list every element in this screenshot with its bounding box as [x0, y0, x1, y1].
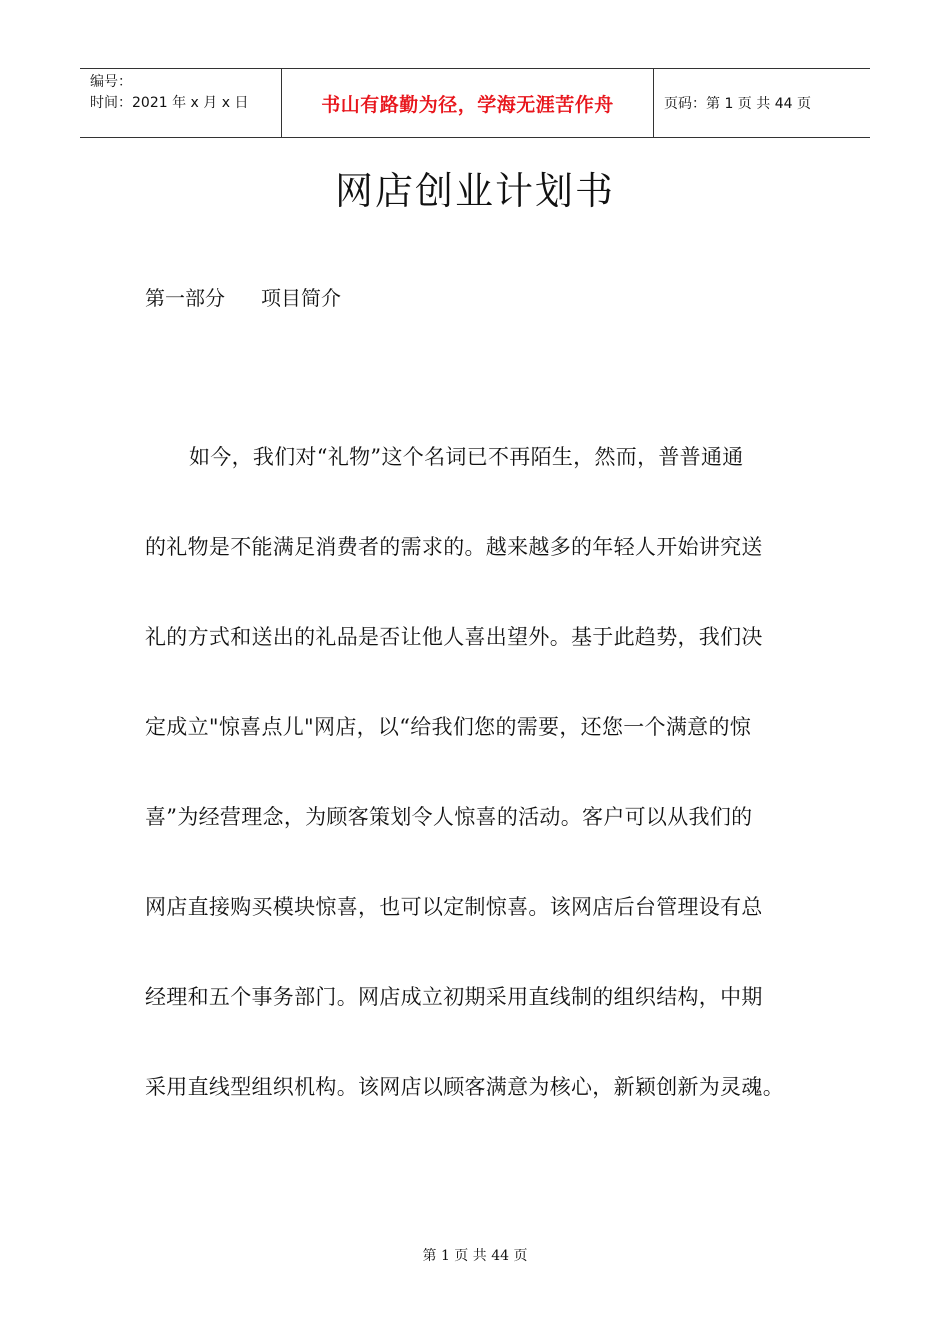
document-date-label: 时间：2021 年 x 月 x 日 — [90, 95, 249, 111]
document-title: 网店创业计划书 — [334, 169, 615, 213]
paragraph-line: 礼的方式和送出的礼品是否让他人喜出望外。基于此趋势，我们决 — [145, 625, 763, 649]
paragraph-line: 如今，我们对“礼物”这个名词已不再陌生，然而，普普通通 — [189, 445, 744, 469]
document-number-label: 编号： — [90, 74, 132, 90]
header-page-cell — [654, 69, 870, 137]
paragraph-line: 的礼物是不能满足消费者的需求的。越来越多的年轻人开始讲究送 — [145, 535, 763, 559]
paragraph-line: 经理和五个事务部门。网店成立初期采用直线制的组织结构，中期 — [145, 985, 763, 1009]
header-page-label: 页码：第 1 页 共 44 页 — [664, 96, 811, 112]
document-header — [80, 68, 870, 138]
paragraph-line: 采用直线型组织机构。该网店以顾客满意为核心，新颖创新为灵魂。 — [145, 1075, 784, 1099]
section-title: 项目简介 — [261, 286, 341, 310]
paragraph-line: 定成立"惊喜点儿"网店，以“给我们您的需要，还您一个满意的惊 — [145, 715, 752, 739]
paragraph-line: 网店直接购买模块惊喜，也可以定制惊喜。该网店后台管理设有总 — [145, 895, 763, 919]
header-meta-cell — [80, 69, 282, 137]
header-motto: 书山有路勤为径，学海无涯苦作舟 — [321, 93, 614, 116]
paragraph-line: 喜”为经营理念，为顾客策划令人惊喜的活动。客户可以从我们的 — [145, 805, 753, 829]
section-heading — [145, 282, 341, 311]
page-footer: 第 1 页 共 44 页 — [422, 1248, 528, 1264]
section-number: 第一部分 — [145, 286, 225, 310]
header-motto-cell — [282, 69, 654, 137]
